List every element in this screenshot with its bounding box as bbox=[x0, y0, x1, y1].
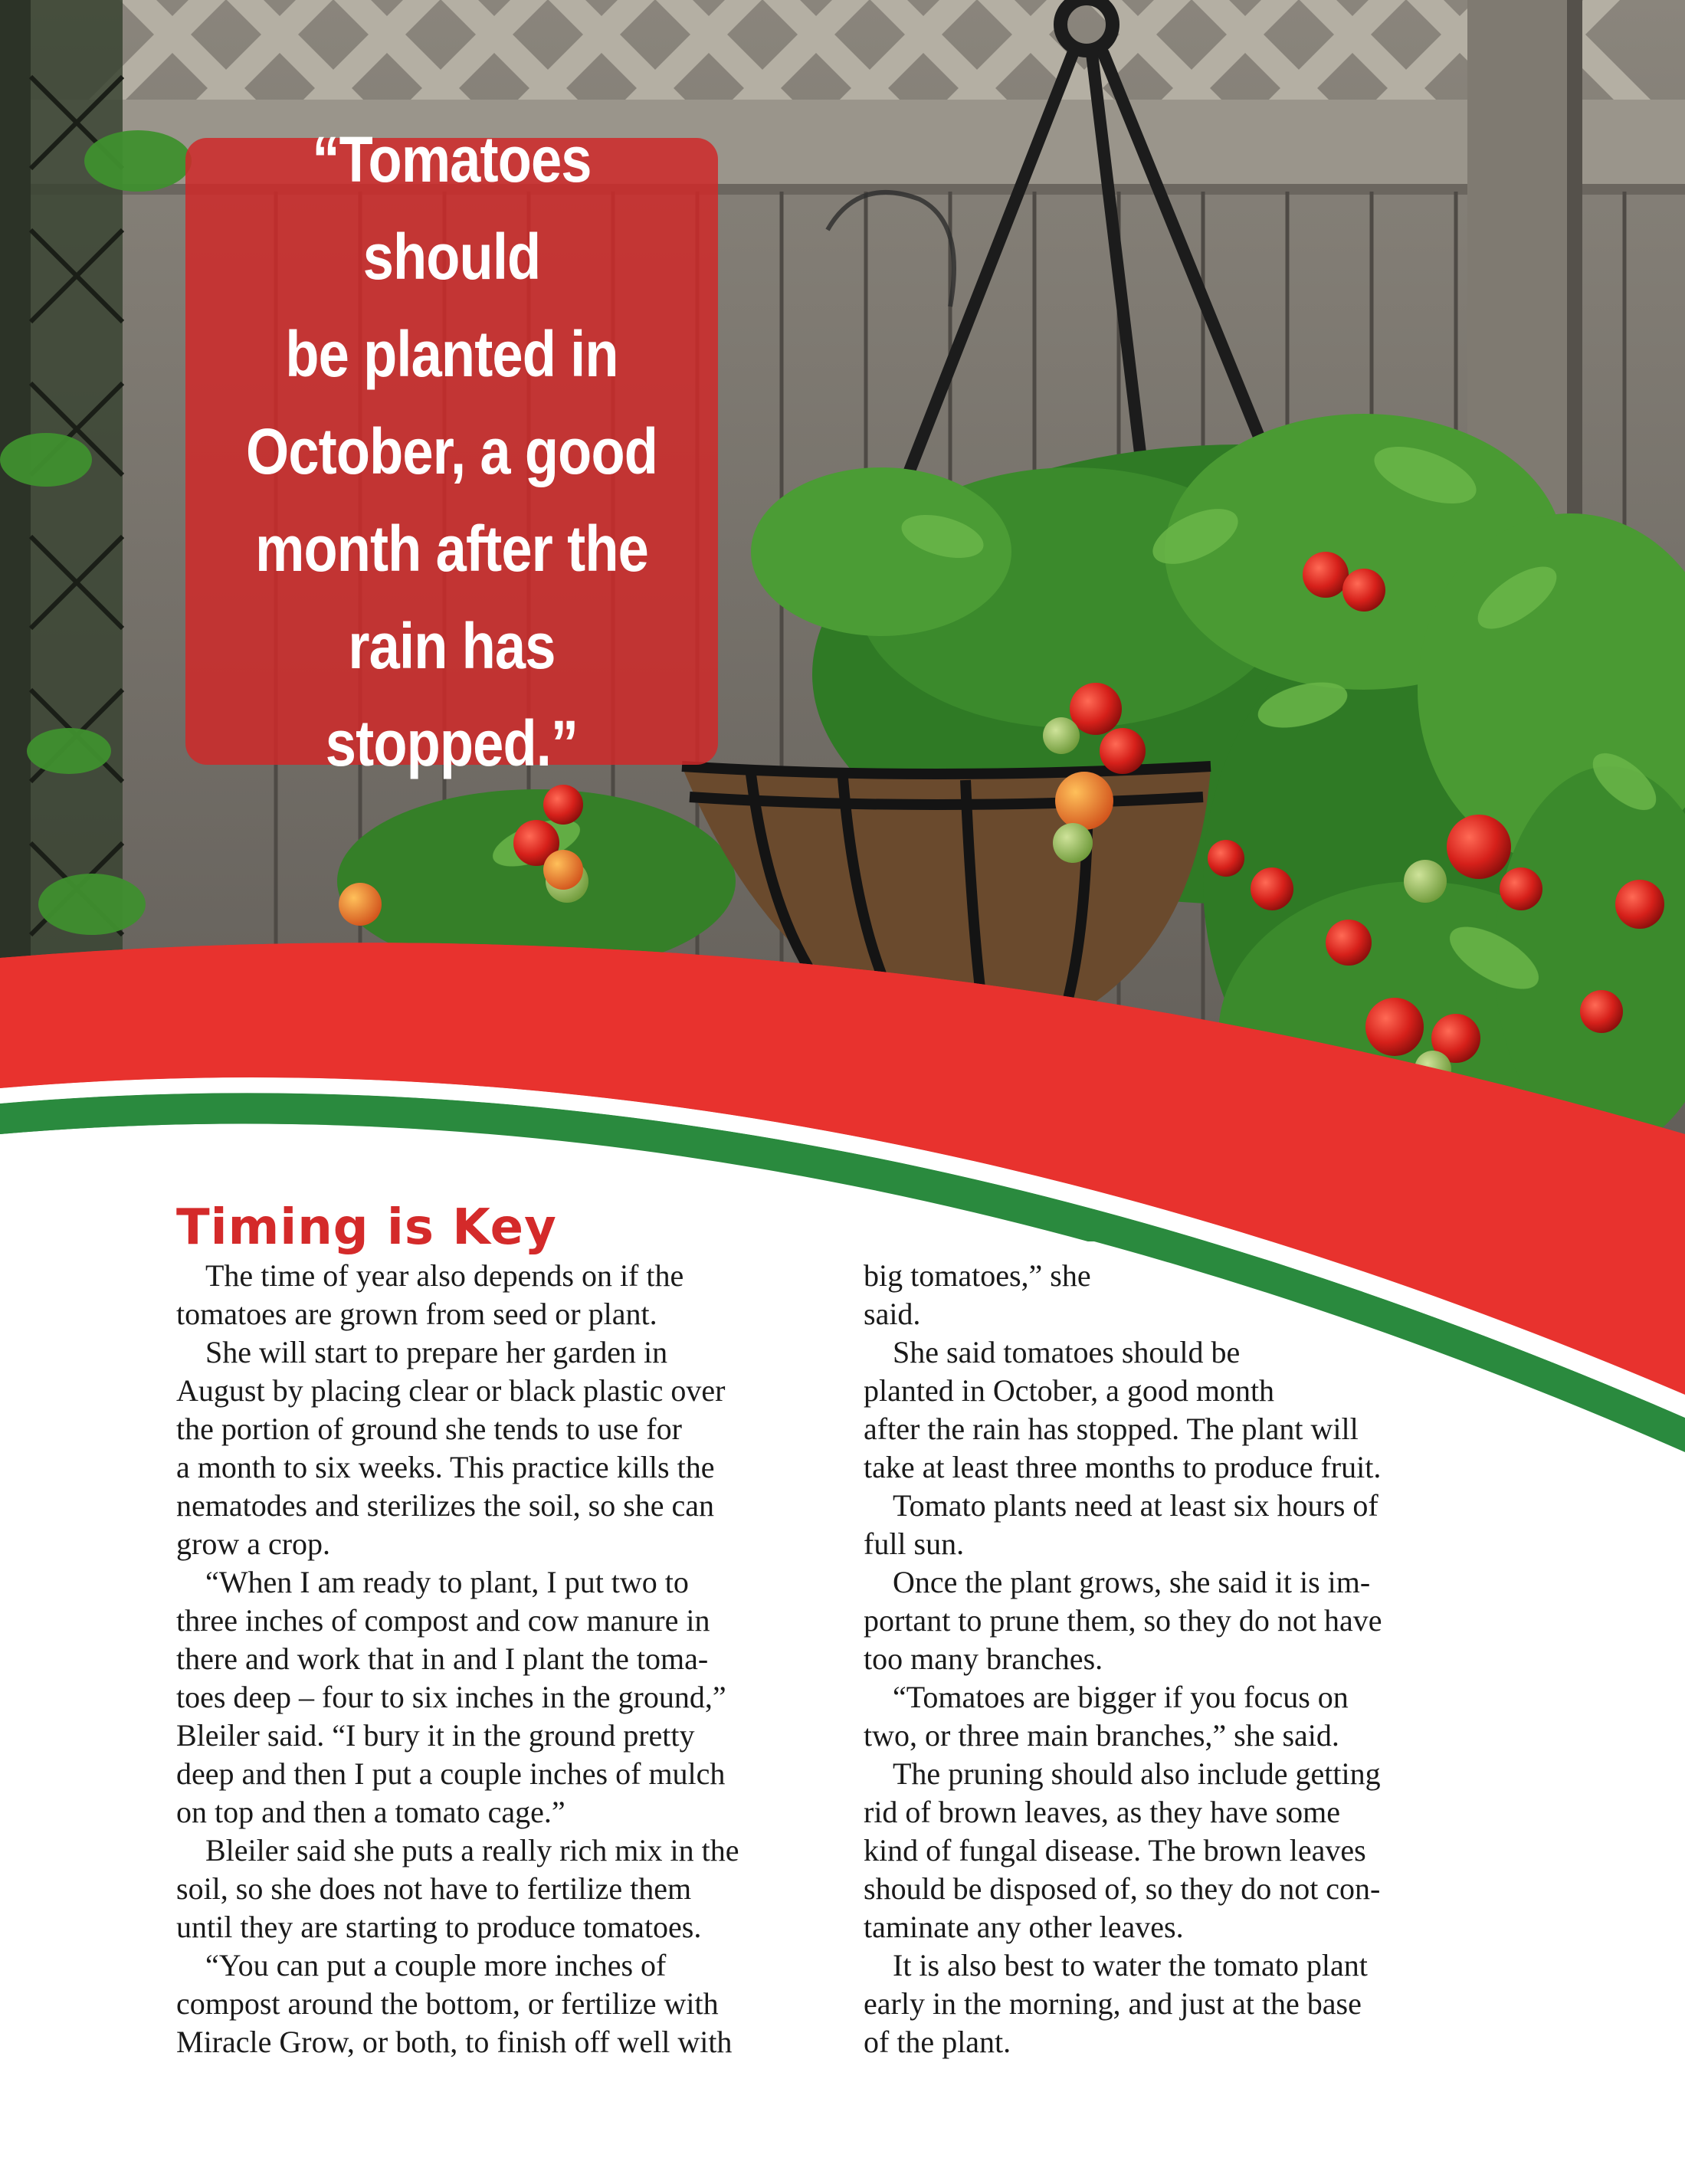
paragraph: It is also best to water the tomato plant early in the morning, and just at the base of the plant. bbox=[864, 1948, 1368, 2059]
paragraph: She said tomatoes should be planted in October, a good month after the rain has stopped. The plant will take at least three months to produce fruit. bbox=[864, 1335, 1382, 1484]
paragraph: She will start to prepare her garden in August by placing clear or black plastic over the portion of ground she tends to use for a month to six weeks. This practice kills the nematodes and sterilizes the soil, so she can grow a crop. bbox=[176, 1335, 726, 1561]
paragraph: Once the plant grows, she said it is im- portant to prune them, so they do not have too many branches. bbox=[864, 1565, 1382, 1676]
pull-quote-box bbox=[185, 123, 718, 779]
paragraph: “You can put a couple more inches of compost around the bottom, or fertilize with Miracle Grow, or both, to finish off well with bbox=[176, 1948, 733, 2059]
right-column bbox=[864, 1257, 1492, 2061]
paragraph: “Tomatoes are bigger if you focus on two, or three main branches,” she said. bbox=[864, 1680, 1349, 1753]
paragraph-continuation: big tomatoes,” she said. bbox=[864, 1258, 1091, 1331]
paragraph: The pruning should also include getting rid of brown leaves, as they have some kind of fungal disease. The brown leaves should be disposed of, so they do not con- taminate any other leaves. bbox=[864, 1756, 1381, 1944]
paragraph: Tomato plants need at least six hours of full sun. bbox=[864, 1488, 1378, 1561]
paragraph: The time of year also depends on if the tomatoes are grown from seed or plant. bbox=[176, 1258, 684, 1331]
paragraph: “When I am ready to plant, I put two to three inches of compost and cow manure in there and work that in and I plant the toma- toes deep – four to six inches in the ground,” Bleiler said. “I bury it in the ground pretty deep and then I put a couple inches of mulch on top and then a tomato cage.” bbox=[176, 1565, 726, 1829]
section-heading: Timing is Key bbox=[176, 1199, 557, 1256]
left-column bbox=[176, 1257, 805, 2061]
pull-quote: “Tomatoes should be planted in October, a good month after the rain has stopped.” bbox=[246, 123, 657, 779]
paragraph: Bleiler said she puts a really rich mix in the soil, so she does not have to fertilize them until they are starting to produce tomatoes. bbox=[176, 1833, 739, 1944]
